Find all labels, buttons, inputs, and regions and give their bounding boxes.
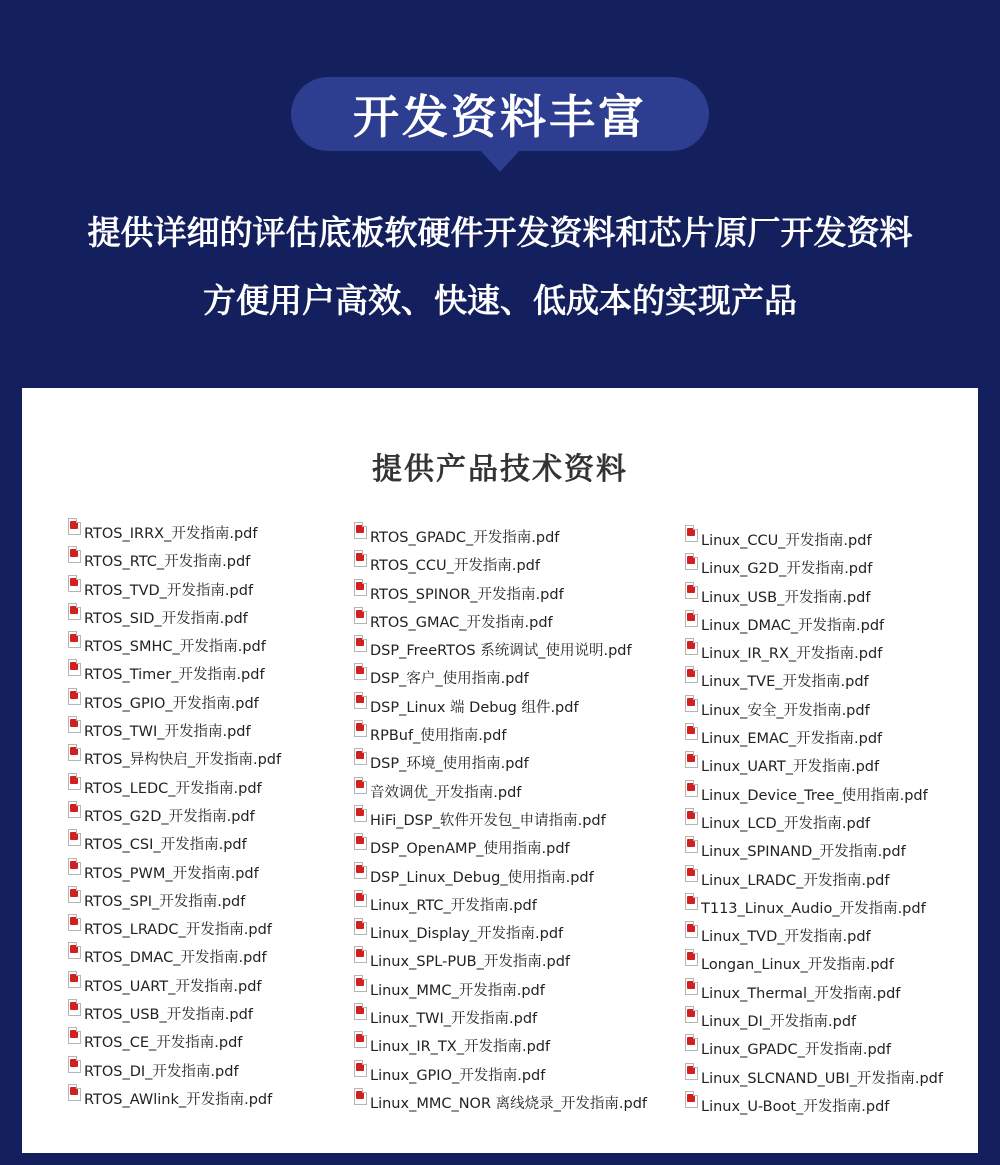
file-item[interactable]	[354, 890, 647, 918]
file-item[interactable]	[68, 546, 281, 574]
file-name: RTOS_PWM_开发指南.pdf	[84, 865, 259, 882]
pdf-file-icon	[354, 720, 367, 737]
file-item[interactable]	[68, 518, 281, 546]
file-item[interactable]	[354, 1088, 647, 1116]
file-name: RTOS_CE_开发指南.pdf	[84, 1035, 243, 1052]
file-name: RTOS_SPI_开发指南.pdf	[84, 893, 246, 910]
file-item[interactable]	[68, 688, 281, 716]
file-name: RTOS_SPINOR_开发指南.pdf	[370, 586, 564, 603]
pdf-file-icon	[68, 914, 81, 931]
file-item[interactable]	[685, 723, 943, 751]
file-item[interactable]	[68, 744, 281, 772]
file-item[interactable]	[354, 748, 647, 776]
page-title: 开发资料丰富	[353, 90, 647, 144]
file-item[interactable]	[685, 949, 943, 977]
file-item[interactable]	[68, 1027, 281, 1055]
pdf-file-icon	[685, 808, 698, 825]
file-item[interactable]	[68, 942, 281, 970]
pdf-file-icon	[685, 949, 698, 966]
file-item[interactable]	[68, 914, 281, 942]
pdf-file-icon	[685, 780, 698, 797]
file-name: DSP_环境_使用指南.pdf	[370, 756, 529, 773]
section-title: 提供产品技术资料	[372, 452, 628, 487]
title-pill-pointer	[480, 150, 520, 172]
file-item[interactable]	[685, 582, 943, 610]
pdf-file-icon	[354, 1060, 367, 1077]
pdf-file-icon	[685, 836, 698, 853]
pdf-file-icon	[685, 1034, 698, 1051]
file-item[interactable]	[354, 607, 647, 635]
pdf-file-icon	[68, 1027, 81, 1044]
pdf-file-icon	[354, 1088, 367, 1105]
pdf-file-icon	[354, 1031, 367, 1048]
file-name: Linux_SPINAND_开发指南.pdf	[701, 844, 906, 861]
pdf-file-icon	[354, 918, 367, 935]
file-item[interactable]	[68, 801, 281, 829]
file-item[interactable]	[68, 773, 281, 801]
file-name: Linux_Display_开发指南.pdf	[370, 926, 564, 943]
file-item[interactable]	[685, 1034, 943, 1062]
pdf-file-icon	[354, 946, 367, 963]
file-item[interactable]	[685, 921, 943, 949]
file-name: Linux_G2D_开发指南.pdf	[701, 561, 873, 578]
pdf-file-icon	[68, 1056, 81, 1073]
pdf-file-icon	[354, 805, 367, 822]
pdf-file-icon	[685, 865, 698, 882]
file-item[interactable]	[68, 659, 281, 687]
file-item[interactable]	[354, 720, 647, 748]
file-name: RTOS_异构快启_开发指南.pdf	[84, 752, 282, 769]
file-item[interactable]	[354, 918, 647, 946]
subtitle-line-2: 方便用户高效、快速、低成本的实现产品	[203, 281, 797, 320]
pdf-file-icon	[685, 1063, 698, 1080]
pdf-file-icon	[685, 893, 698, 910]
file-item[interactable]	[685, 610, 943, 638]
file-item[interactable]	[68, 1084, 281, 1112]
file-item[interactable]	[68, 829, 281, 857]
file-item[interactable]	[354, 1003, 647, 1031]
pdf-file-icon	[68, 518, 81, 535]
file-name: RTOS_CCU_开发指南.pdf	[370, 558, 540, 575]
pdf-file-icon	[354, 748, 367, 765]
file-name: Linux_MMC_开发指南.pdf	[370, 982, 545, 999]
file-name: Linux_EMAC_开发指南.pdf	[701, 731, 883, 748]
pdf-file-icon	[354, 777, 367, 794]
file-name: RTOS_IRRX_开发指南.pdf	[84, 526, 258, 542]
pdf-file-icon	[685, 695, 698, 712]
file-name: Linux_TVE_开发指南.pdf	[701, 674, 869, 691]
pdf-file-icon	[68, 858, 81, 875]
pdf-file-icon	[68, 716, 81, 733]
file-column-1	[68, 518, 281, 1112]
file-name: Linux_SPL-PUB_开发指南.pdf	[370, 954, 570, 971]
file-item[interactable]	[68, 1056, 281, 1084]
file-item[interactable]	[685, 1006, 943, 1034]
pdf-file-icon	[68, 773, 81, 790]
pdf-file-icon	[354, 607, 367, 624]
file-name: Linux_Thermal_开发指南.pdf	[701, 985, 901, 1002]
file-name: RTOS_DI_开发指南.pdf	[84, 1063, 239, 1080]
pdf-file-icon	[354, 635, 367, 652]
file-name: RTOS_G2D_开发指南.pdf	[84, 808, 255, 825]
pdf-file-icon	[68, 575, 81, 592]
pdf-file-icon	[68, 1084, 81, 1101]
file-name: RPBuf_使用指南.pdf	[370, 728, 507, 745]
pdf-file-icon	[68, 688, 81, 705]
file-item[interactable]	[354, 975, 647, 1003]
pdf-file-icon	[354, 579, 367, 596]
file-name: Linux_GPIO_开发指南.pdf	[370, 1067, 546, 1084]
title-pill	[291, 77, 709, 151]
file-name: Linux_TWI_开发指南.pdf	[370, 1011, 538, 1028]
document-card	[22, 388, 978, 1153]
file-name: RTOS_DMAC_开发指南.pdf	[84, 950, 267, 967]
file-item[interactable]	[685, 553, 943, 581]
file-name: DSP_客户_使用指南.pdf	[370, 671, 529, 688]
file-item[interactable]	[685, 978, 943, 1006]
pdf-file-icon	[354, 1003, 367, 1020]
file-name: Linux_Device_Tree_使用指南.pdf	[701, 787, 928, 804]
file-name: Linux_GPADC_开发指南.pdf	[701, 1042, 891, 1059]
file-name: Linux_IR_RX_开发指南.pdf	[701, 646, 883, 663]
pdf-file-icon	[354, 890, 367, 907]
file-name: Linux_IR_TX_开发指南.pdf	[370, 1039, 551, 1056]
file-name: Linux_USB_开发指南.pdf	[701, 589, 871, 606]
file-item[interactable]	[354, 833, 647, 861]
file-item[interactable]	[685, 780, 943, 808]
file-name: Linux_DMAC_开发指南.pdf	[701, 617, 885, 634]
file-item[interactable]	[68, 716, 281, 744]
pdf-file-icon	[354, 692, 367, 709]
file-item[interactable]	[68, 886, 281, 914]
file-name: Linux_SLCNAND_UBI_开发指南.pdf	[701, 1070, 943, 1087]
hero-banner	[0, 0, 1000, 388]
file-name: RTOS_UART_开发指南.pdf	[84, 978, 262, 995]
pdf-file-icon	[685, 723, 698, 740]
file-item[interactable]	[354, 862, 647, 890]
pdf-file-icon	[685, 666, 698, 683]
file-name: DSP_Linux 端 Debug 组件.pdf	[370, 699, 579, 716]
file-item[interactable]	[354, 946, 647, 974]
file-name: Longan_Linux_开发指南.pdf	[701, 957, 894, 974]
file-name: Linux_UART_开发指南.pdf	[701, 759, 880, 776]
file-item[interactable]	[685, 525, 943, 553]
file-name: Linux_LRADC_开发指南.pdf	[701, 872, 890, 889]
pdf-file-icon	[68, 631, 81, 648]
file-item[interactable]	[354, 692, 647, 720]
file-item[interactable]	[354, 1031, 647, 1059]
file-item[interactable]	[68, 858, 281, 886]
file-name: RTOS_GPIO_开发指南.pdf	[84, 695, 259, 712]
file-item[interactable]	[68, 575, 281, 603]
pdf-file-icon	[685, 582, 698, 599]
pdf-file-icon	[354, 522, 367, 539]
file-name: RTOS_TVD_开发指南.pdf	[84, 582, 254, 599]
file-name: RTOS_LEDC_开发指南.pdf	[84, 780, 262, 797]
pdf-file-icon	[685, 610, 698, 627]
file-item[interactable]	[68, 631, 281, 659]
file-item[interactable]	[354, 635, 647, 663]
pdf-file-icon	[68, 801, 81, 818]
file-item[interactable]	[685, 666, 943, 694]
file-name: RTOS_RTC_开发指南.pdf	[84, 554, 251, 571]
file-name: Linux_MMC_NOR 离线烧录_开发指南.pdf	[370, 1095, 648, 1112]
file-item[interactable]	[68, 603, 281, 631]
file-item[interactable]	[685, 1063, 943, 1091]
file-name: RTOS_SID_开发指南.pdf	[84, 610, 248, 627]
file-name: Linux_安全_开发指南.pdf	[701, 702, 870, 719]
pdf-file-icon	[354, 862, 367, 879]
file-item[interactable]	[68, 971, 281, 999]
file-name: HiFi_DSP_软件开发包_申请指南.pdf	[370, 812, 606, 829]
pdf-file-icon	[68, 886, 81, 903]
file-item[interactable]	[68, 999, 281, 1027]
pdf-file-icon	[68, 744, 81, 761]
file-name: RTOS_AWlink_开发指南.pdf	[84, 1091, 273, 1108]
file-item[interactable]	[685, 638, 943, 666]
pdf-file-icon	[685, 525, 698, 542]
pdf-file-icon	[68, 603, 81, 620]
file-item[interactable]	[354, 663, 647, 691]
file-name: RTOS_TWI_开发指南.pdf	[84, 724, 251, 741]
file-item[interactable]	[685, 751, 943, 779]
file-column-3	[685, 525, 943, 1119]
pdf-file-icon	[68, 942, 81, 959]
subtitle-line-1: 提供详细的评估底板软硬件开发资料和芯片原厂开发资料	[87, 213, 913, 252]
file-name: RTOS_Timer_开发指南.pdf	[84, 667, 265, 684]
file-name: RTOS_CSI_开发指南.pdf	[84, 837, 247, 854]
file-item[interactable]	[685, 865, 943, 893]
pdf-file-icon	[685, 751, 698, 768]
pdf-file-icon	[68, 971, 81, 988]
file-name: Linux_U-Boot_开发指南.pdf	[701, 1098, 890, 1115]
file-item[interactable]	[354, 550, 647, 578]
pdf-file-icon	[685, 978, 698, 995]
pdf-file-icon	[354, 663, 367, 680]
file-item[interactable]	[354, 522, 647, 550]
file-name: T113_Linux_Audio_开发指南.pdf	[701, 900, 926, 917]
pdf-file-icon	[68, 659, 81, 676]
pdf-file-icon	[68, 999, 81, 1016]
file-item[interactable]	[685, 808, 943, 836]
file-item[interactable]	[354, 1060, 647, 1088]
file-item[interactable]	[354, 777, 647, 805]
file-name: RTOS_USB_开发指南.pdf	[84, 1007, 253, 1024]
file-name: RTOS_SMHC_开发指南.pdf	[84, 639, 266, 656]
pdf-file-icon	[354, 833, 367, 850]
file-name: Linux_TVD_开发指南.pdf	[701, 929, 871, 946]
pdf-file-icon	[685, 553, 698, 570]
file-item[interactable]	[354, 579, 647, 607]
pdf-file-icon	[354, 975, 367, 992]
file-name: 音效调优_开发指南.pdf	[370, 784, 522, 801]
pdf-file-icon	[354, 550, 367, 567]
file-name: Linux_LCD_开发指南.pdf	[701, 815, 871, 832]
file-name: DSP_Linux_Debug_使用指南.pdf	[370, 869, 594, 886]
file-name: Linux_DI_开发指南.pdf	[701, 1014, 857, 1031]
file-item[interactable]	[685, 836, 943, 864]
pdf-file-icon	[685, 1006, 698, 1023]
file-name: RTOS_GPADC_开发指南.pdf	[370, 530, 560, 546]
file-column-2	[354, 522, 647, 1116]
file-item[interactable]	[685, 695, 943, 723]
file-item[interactable]	[354, 805, 647, 833]
file-name: DSP_FreeRTOS 系统调试_使用说明.pdf	[370, 643, 632, 660]
file-name: RTOS_GMAC_开发指南.pdf	[370, 614, 553, 631]
file-name: Linux_CCU_开发指南.pdf	[701, 533, 872, 549]
pdf-file-icon	[685, 921, 698, 938]
file-item[interactable]	[685, 893, 943, 921]
file-name: RTOS_LRADC_开发指南.pdf	[84, 922, 272, 939]
file-item[interactable]	[685, 1091, 943, 1119]
file-name: DSP_OpenAMP_使用指南.pdf	[370, 841, 570, 858]
pdf-file-icon	[68, 829, 81, 846]
pdf-file-icon	[685, 638, 698, 655]
pdf-file-icon	[685, 1091, 698, 1108]
file-name: Linux_RTC_开发指南.pdf	[370, 897, 537, 914]
pdf-file-icon	[68, 546, 81, 563]
